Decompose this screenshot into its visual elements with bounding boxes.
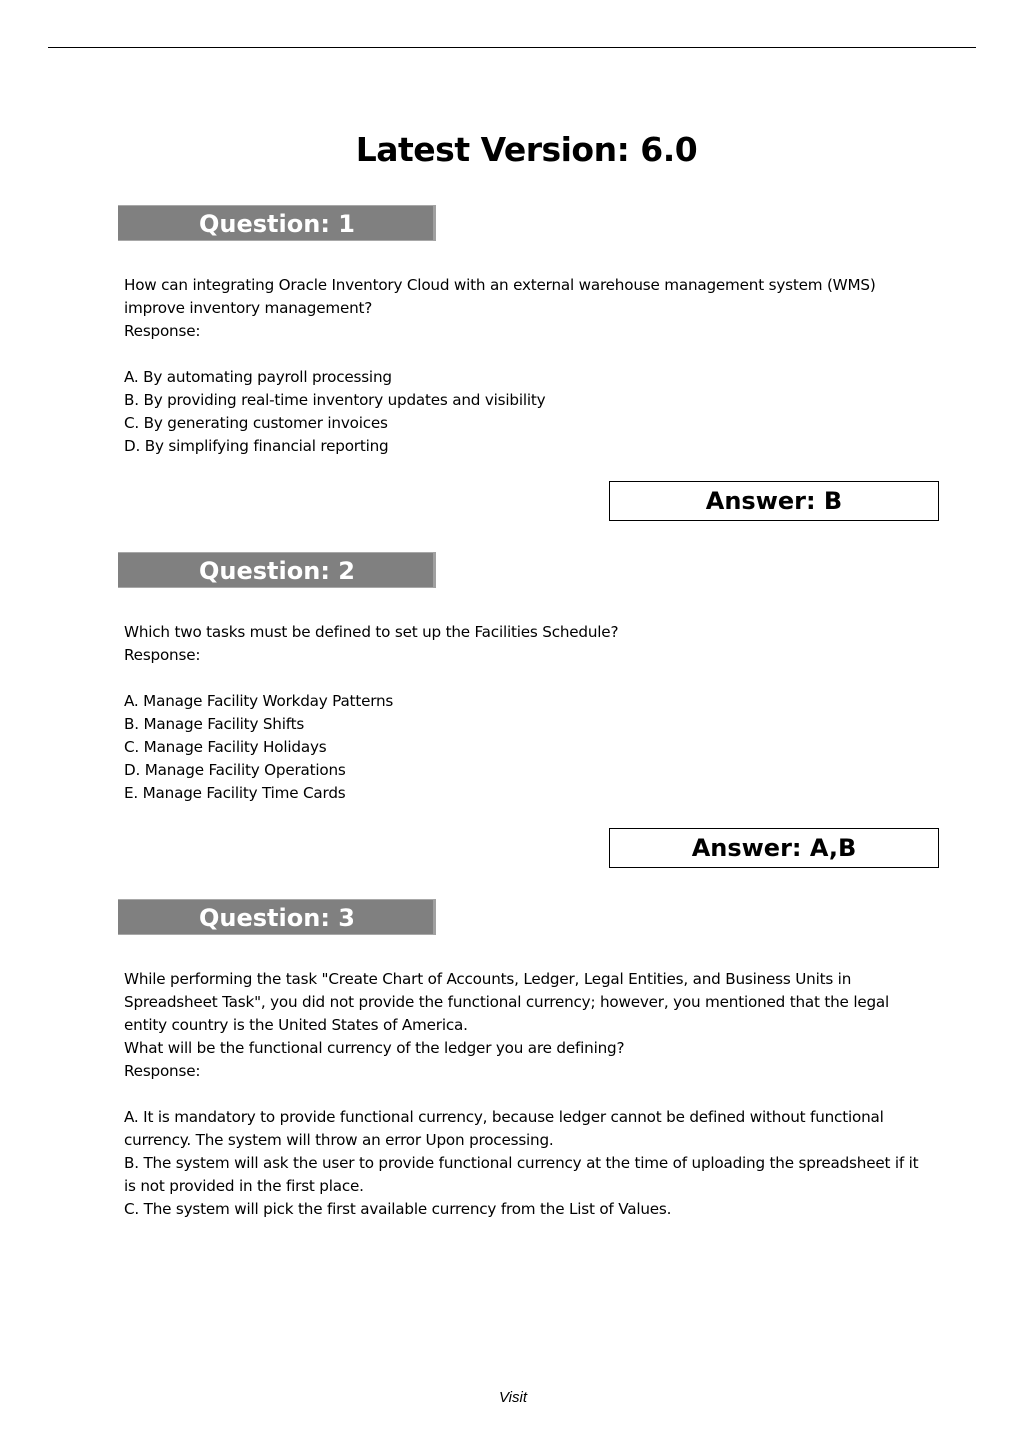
question-3-option-a: A. It is mandatory to provide functional currency, because ledger cannot be defined without functional currency. The system will throw an error Upon processing. bbox=[124, 1108, 884, 1149]
question-3-label: Question: 3 bbox=[199, 904, 355, 932]
question-1-options bbox=[124, 366, 934, 458]
question-1-answer: Answer: B bbox=[609, 481, 939, 521]
question-2-options bbox=[124, 690, 934, 805]
question-2-label: Question: 2 bbox=[199, 557, 355, 585]
question-1-option-d: D. By simplifying financial reporting bbox=[124, 437, 389, 455]
question-3-response-label: Response: bbox=[124, 1062, 201, 1080]
question-3-header bbox=[118, 899, 436, 935]
question-2-option-d: D. Manage Facility Operations bbox=[124, 761, 346, 779]
question-1-option-b: B. By providing real-time inventory updates and visibility bbox=[124, 391, 546, 409]
top-divider bbox=[48, 47, 976, 48]
page-title: Latest Version: 6.0 bbox=[355, 130, 698, 169]
question-2-answer: Answer: A,B bbox=[609, 828, 939, 868]
question-2-option-c: C. Manage Facility Holidays bbox=[124, 738, 327, 756]
footer-visit-text: Visit bbox=[498, 1389, 528, 1406]
question-2-option-a: A. Manage Facility Workday Patterns bbox=[124, 692, 394, 710]
question-1-option-a: A. By automating payroll processing bbox=[124, 368, 392, 386]
question-2-header bbox=[118, 552, 436, 588]
question-1-label: Question: 1 bbox=[199, 210, 355, 238]
question-3-text: While performing the task "Create Chart of Accounts, Ledger, Legal Entities, and Business Units in Spreadsheet Task", you did not provide the functional currency; however, you mentioned that the legal entity country is the United States of America. bbox=[124, 970, 890, 1034]
question-2-option-e: E. Manage Facility Time Cards bbox=[124, 784, 346, 802]
question-1-stem bbox=[124, 274, 934, 343]
question-3-question-line: What will be the functional currency of the ledger you are defining? bbox=[124, 1039, 625, 1057]
question-1-response-label: Response: bbox=[124, 322, 201, 340]
question-2-response-label: Response: bbox=[124, 646, 201, 664]
question-3-stem bbox=[124, 968, 934, 1083]
question-2-text: Which two tasks must be defined to set up the Facilities Schedule? bbox=[124, 623, 619, 641]
question-1-option-c: C. By generating customer invoices bbox=[124, 414, 388, 432]
question-2-stem bbox=[124, 621, 934, 667]
question-2-option-b: B. Manage Facility Shifts bbox=[124, 715, 305, 733]
question-3-option-c: C. The system will pick the first available currency from the List of Values. bbox=[124, 1200, 672, 1218]
question-3-options bbox=[124, 1106, 934, 1221]
question-3-option-b: B. The system will ask the user to provide functional currency at the time of uploading the spreadsheet if it is not provided in the first place. bbox=[124, 1154, 919, 1195]
question-1-header bbox=[118, 205, 436, 241]
question-1-text: How can integrating Oracle Inventory Cloud with an external warehouse management system (WMS) improve inventory management? bbox=[124, 276, 876, 317]
